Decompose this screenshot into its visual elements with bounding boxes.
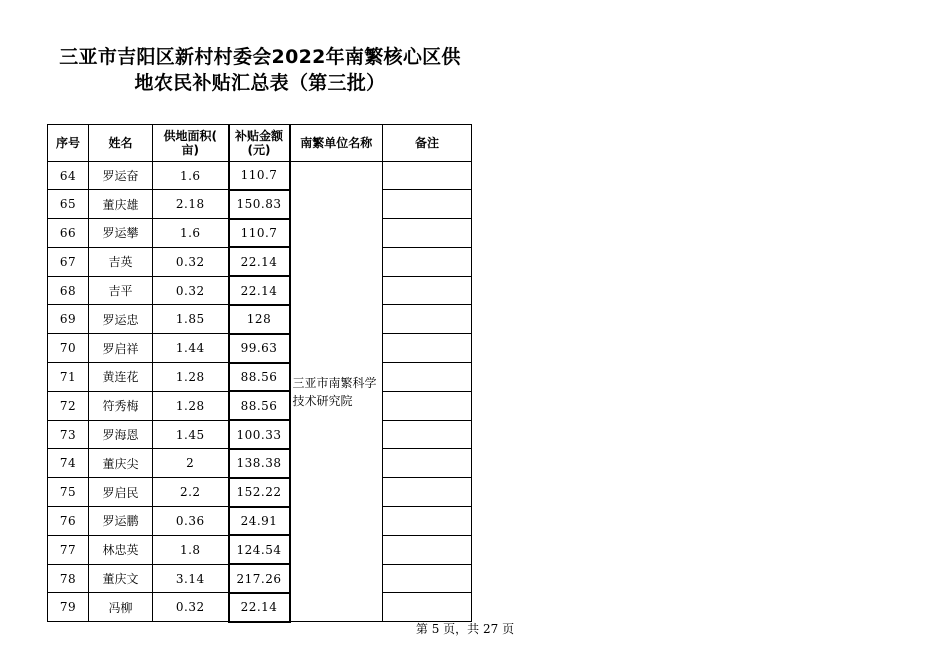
cell-seq: 72 <box>48 391 89 420</box>
header-amount-line-1: 补贴金额 <box>234 129 283 143</box>
cell-area: 0.32 <box>153 593 229 622</box>
cell-seq: 69 <box>48 305 89 334</box>
table-row <box>48 219 472 248</box>
title-line-2: 地农民补贴汇总表（第三批） <box>134 72 386 94</box>
cell-amount: 110.7 <box>229 219 290 248</box>
cell-area: 1.28 <box>153 391 229 420</box>
cell-seq: 70 <box>48 334 89 363</box>
cell-name: 董庆雄 <box>89 190 153 219</box>
cell-area: 3.14 <box>153 564 229 593</box>
cell-area: 1.28 <box>153 363 229 392</box>
title-line-1: 三亚市吉阳区新村村委会2022年南繁核心区供 <box>59 46 461 68</box>
cell-note <box>383 449 472 478</box>
cell-note <box>383 219 472 248</box>
cell-seq: 67 <box>48 247 89 276</box>
header-area-line-1: 供地面积( <box>163 129 217 143</box>
cell-note <box>383 535 472 564</box>
cell-note <box>383 507 472 536</box>
header-name: 姓名 <box>89 125 153 162</box>
cell-name: 罗海恩 <box>89 420 153 449</box>
cell-area: 2 <box>153 449 229 478</box>
cell-amount: 88.56 <box>229 363 290 392</box>
cell-seq: 75 <box>48 478 89 507</box>
cell-note <box>383 363 472 392</box>
table-row <box>48 363 472 392</box>
cell-amount: 124.54 <box>229 535 290 564</box>
cell-amount: 22.14 <box>229 593 290 622</box>
cell-name: 董庆尖 <box>89 449 153 478</box>
cell-name: 吉英 <box>89 247 153 276</box>
cell-amount: 99.63 <box>229 334 290 363</box>
cell-note <box>383 593 472 622</box>
table-row <box>48 162 472 190</box>
cell-amount: 24.91 <box>229 507 290 536</box>
cell-unit-name: 三亚市南繁科学技术研究院 <box>290 162 383 622</box>
cell-seq: 74 <box>48 449 89 478</box>
cell-name: 罗启民 <box>89 478 153 507</box>
page-title <box>40 44 480 96</box>
cell-area: 1.8 <box>153 535 229 564</box>
subsidy-table <box>47 124 472 623</box>
table-row <box>48 247 472 276</box>
cell-amount: 88.56 <box>229 391 290 420</box>
cell-seq: 65 <box>48 190 89 219</box>
cell-area: 0.32 <box>153 276 229 305</box>
cell-name: 黄连花 <box>89 363 153 392</box>
header-unit: 南繁单位名称 <box>290 125 383 162</box>
cell-area: 1.6 <box>153 219 229 248</box>
cell-name: 罗运鹏 <box>89 507 153 536</box>
header-note: 备注 <box>383 125 472 162</box>
cell-seq: 68 <box>48 276 89 305</box>
cell-seq: 71 <box>48 363 89 392</box>
cell-amount: 128 <box>229 305 290 334</box>
cell-seq: 79 <box>48 593 89 622</box>
cell-name: 罗启祥 <box>89 334 153 363</box>
table-row <box>48 420 472 449</box>
cell-seq: 66 <box>48 219 89 248</box>
cell-amount: 152.22 <box>229 478 290 507</box>
page-footer: 第 5 页，共 27 页 <box>415 622 515 636</box>
cell-area: 2.18 <box>153 190 229 219</box>
cell-amount: 150.83 <box>229 190 290 219</box>
cell-note <box>383 564 472 593</box>
cell-area: 2.2 <box>153 478 229 507</box>
header-amount <box>229 125 290 162</box>
table-row <box>48 305 472 334</box>
table-row <box>48 276 472 305</box>
cell-seq: 64 <box>48 162 89 190</box>
table-row <box>48 564 472 593</box>
cell-amount: 100.33 <box>229 420 290 449</box>
cell-amount: 22.14 <box>229 247 290 276</box>
table-row <box>48 190 472 219</box>
cell-amount: 110.7 <box>229 162 290 190</box>
cell-note <box>383 478 472 507</box>
cell-area: 1.45 <box>153 420 229 449</box>
cell-name: 罗运忠 <box>89 305 153 334</box>
cell-seq: 78 <box>48 564 89 593</box>
cell-area: 1.44 <box>153 334 229 363</box>
cell-note <box>383 391 472 420</box>
cell-note <box>383 420 472 449</box>
cell-amount: 22.14 <box>229 276 290 305</box>
table-row <box>48 535 472 564</box>
cell-amount: 217.26 <box>229 564 290 593</box>
cell-seq: 76 <box>48 507 89 536</box>
table-row <box>48 449 472 478</box>
cell-name: 冯柳 <box>89 593 153 622</box>
cell-amount: 138.38 <box>229 449 290 478</box>
cell-note <box>383 162 472 190</box>
cell-name: 罗运攀 <box>89 219 153 248</box>
table-row <box>48 478 472 507</box>
table-row <box>48 334 472 363</box>
cell-seq: 77 <box>48 535 89 564</box>
table-row <box>48 593 472 622</box>
table-row <box>48 507 472 536</box>
cell-area: 0.32 <box>153 247 229 276</box>
cell-seq: 73 <box>48 420 89 449</box>
cell-name: 罗运奋 <box>89 162 153 190</box>
cell-note <box>383 190 472 219</box>
header-area <box>153 125 229 162</box>
header-seq: 序号 <box>48 125 89 162</box>
table-row <box>48 391 472 420</box>
table-header-row <box>48 125 472 162</box>
cell-note <box>383 247 472 276</box>
cell-note <box>383 305 472 334</box>
cell-note <box>383 334 472 363</box>
cell-name: 董庆文 <box>89 564 153 593</box>
cell-name: 吉平 <box>89 276 153 305</box>
table-body <box>48 162 472 622</box>
cell-area: 0.36 <box>153 507 229 536</box>
cell-name: 林忠英 <box>89 535 153 564</box>
header-amount-line-2: (元) <box>247 143 271 157</box>
cell-name: 符秀梅 <box>89 391 153 420</box>
cell-note <box>383 276 472 305</box>
cell-area: 1.6 <box>153 162 229 190</box>
cell-area: 1.85 <box>153 305 229 334</box>
header-area-line-2: 亩) <box>181 143 199 157</box>
